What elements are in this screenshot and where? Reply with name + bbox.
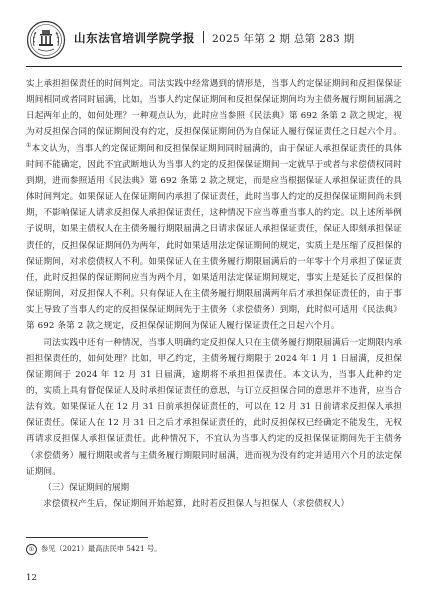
page-number: 12: [26, 573, 37, 583]
paragraph-1-text: 实上承担担保责任的时间判定。司法实践中经常遇到的情形是，当事人约定保证期间和反担保保证期间相同或者同时届满，比如，当事人约定保证期间和反担保保证期间均为主债务履行期间届满之日起两年止的，如何处理？一种观点认为，此时应当参照《民法典》第 692 条第 2 款之规定，视为对反担保合同的保证期间没有约定，反担保保证期间仍为自保证人履行保证责任之日起六个月。: [26, 79, 402, 138]
journal-name: 山东法官培训学院学报: [74, 31, 195, 45]
header-text: [74, 30, 354, 46]
court-seal-logo-icon: [26, 20, 66, 60]
header-divider: [203, 31, 204, 43]
footnote-text: 参见（2021）最高法民申 5421 号。: [41, 544, 162, 553]
paragraph-3: 求偿债权产生后，保证期间开始起算，此时若反担保人与担保人（求偿债权人）: [43, 499, 350, 510]
running-header: [26, 18, 402, 68]
issue-info: 2025 年第 2 期 总第 283 期: [212, 33, 355, 45]
paragraph-1-text-continued: 本文认为，当事人约定保证期间和反担保保证期间同时届满的，由于保证人承担保证责任的具体时间不能确定，因此不宜武断地认为当事人约定的反担保保证期间一定就早于或者与求偿债权同时到期，进而参照适用《民法典》第 692 条第 2 款之规定，而是应当根据保证人承担保证责任的具体时间判定。如果保证人在保证期间内承担了保证责任，此时当事人约定的反担保保证期间尚未到期，不影响保证人请求反担保人承担保证责任，这种情况下应当尊重当事人的约定。以上述所举例子说明，如果主债权人在主债务履行期限届满之日请求保证人承担保证责任，保证人即刻承担保证责任的，反担保保证期间仍为两年，此时如果适用法定保证期间的规定，实质上是压缩了反担保的保证期间，对求偿债权人不利。如果保证人在主债务履行期限届满后的一年零十个月承担了保证责任，此时反担保的保证期间应当为两个月，如果适用法定保证期间规定，事实上是延长了反担保的保证期间，对反担保人不利。只有保证人在主债务履行期限届满两年后才承担保证责任的，由于事实上导致了当事人约定的反担保保证期间先于主债务（求偿债务）到期，此时似可适用《民法典》第 692 条第 2 款之规定，反担保保证期间为保证人履行保证责任之日起六个月。: [26, 143, 402, 332]
article-body: [26, 76, 402, 512]
footnote-reference[interactable]: ①: [26, 141, 32, 149]
paragraph-2: 司法实践中还有一种情况，当事人明确约定反担保人只在主债务履行期限届满后一定期限内承担担保责任的，如何处理？比如，甲乙约定，主债务履行期限于 2024 年 1 月 1 日届满，反担保保证期间于 2024 年 12 月 31 日届满，逾期将不承担担保责任。本文认为，当事人此种约定的，实质上具有督促保证人及时承担保证责任的意思，与订立反担保合同的意思并不违背，应当合法有效。如果保证人在 12 月 31 日前承担保证责任的，可以在 12 月 31 日前请求反担保人承担保证责任。保证人在 12 月 31 日之后才承担保证责任的，此时反担保权已经确定不能发生，无权再请求反担保人承担保证责任。此种情况下，不宜认为当事人约定的反担保保证期间先于主债务（求偿债务）履行期限或者与主债务履行期限同时届满，进而视为没有约定并适用六个月的法定保证期间。: [26, 337, 402, 477]
section-subheading: （三）保证期间的展期: [43, 482, 130, 493]
header-rule: [26, 66, 402, 67]
footnote-rule: [26, 537, 148, 538]
footnote: [26, 543, 161, 555]
paragraph-1: [26, 76, 402, 335]
footnote-number: ①: [26, 544, 37, 555]
